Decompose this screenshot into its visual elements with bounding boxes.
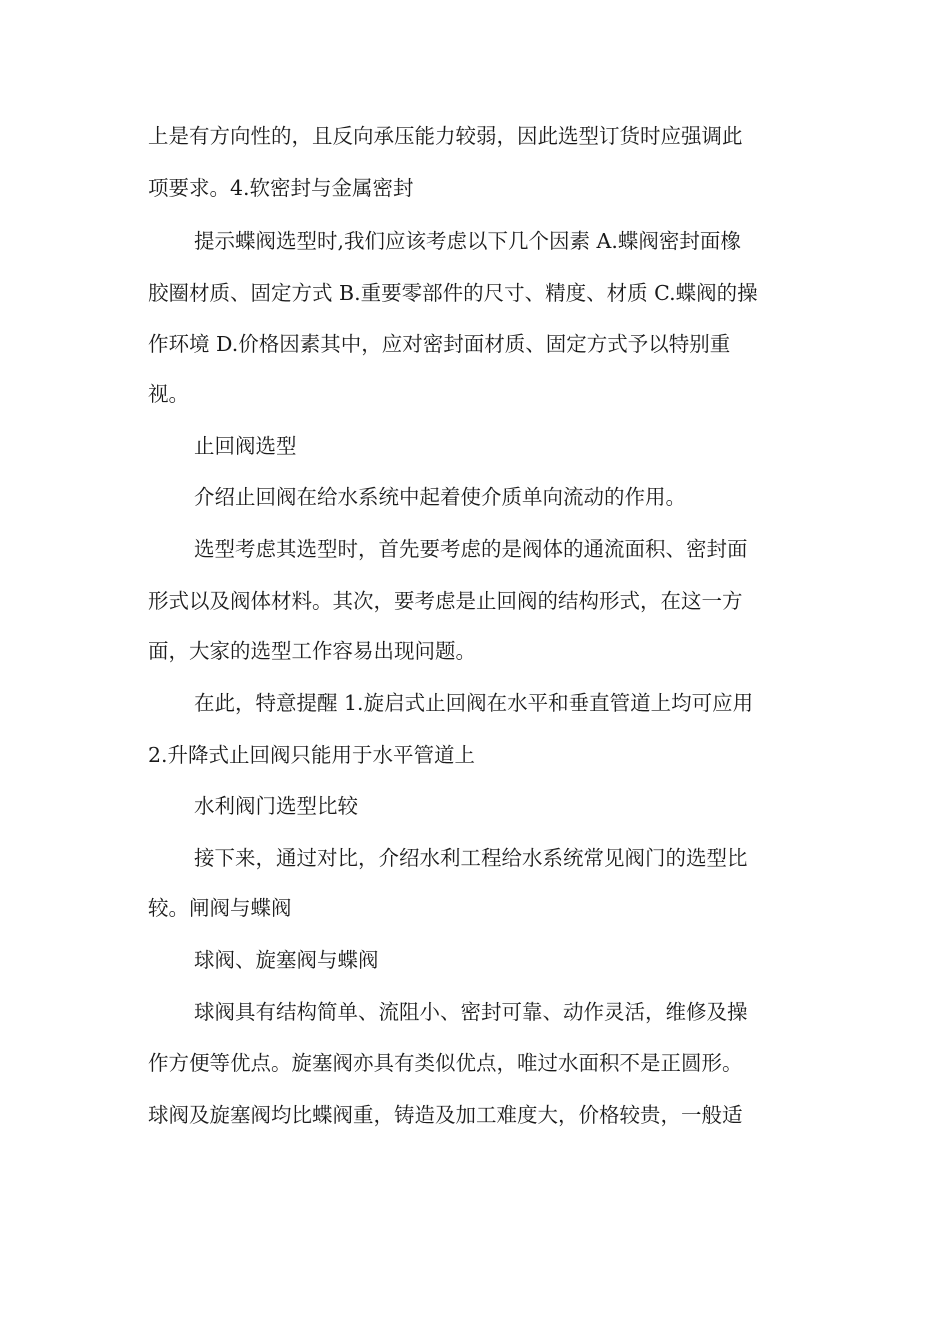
text-line: 上是有方向性的，且反向承压能力较弱，因此选型订货时应强调此 [148,124,743,148]
paragraph-start-line: 提示蝶阀选型时,我们应该考虑以下几个因素 A.蝶阀密封面橡 [194,229,741,253]
paragraph-start-line: 选型考虑其选型时，首先要考虑的是阀体的通流面积、密封面 [194,537,748,561]
text-line: 面，大家的选型工作容易出现问题。 [148,639,476,663]
text-line: 形式以及阀体材料。其次，要考虑是止回阀的结构形式，在这一方 [148,589,743,613]
text-line: 项要求。4.软密封与金属密封 [148,176,414,200]
paragraph-start-line: 在此，特意提醒 1.旋启式止回阀在水平和垂直管道上均可应用 [194,691,754,715]
text-line: 球阀及旋塞阀均比蝶阀重，铸造及加工难度大，价格较贵，一般适 [148,1103,743,1127]
text-line: 作方便等优点。旋塞阀亦具有类似优点，唯过水面积不是正圆形。 [148,1051,743,1075]
text-line: 较。闸阀与蝶阀 [148,896,292,920]
text-line: 作环境 D.价格因素其中，应对密封面材质、固定方式予以特别重 [148,332,731,356]
paragraph-start-line: 介绍止回阀在给水系统中起着使介质单向流动的作用。 [194,485,686,509]
section-heading: 球阀、旋塞阀与蝶阀 [194,948,379,972]
section-heading: 止回阀选型 [194,434,297,458]
paragraph-start-line: 球阀具有结构简单、流阻小、密封可靠、动作灵活，维修及操 [194,1000,748,1024]
section-heading: 水利阀门选型比较 [194,794,358,818]
text-line: 2.升降式止回阀只能用于水平管道上 [148,743,476,767]
paragraph-start-line: 接下来，通过对比，介绍水利工程给水系统常见阀门的选型比 [194,846,748,870]
text-line: 视。 [148,382,189,406]
text-line: 胶圈材质、固定方式 B.重要零部件的尺寸、精度、材质 C.蝶阀的操 [148,281,758,305]
